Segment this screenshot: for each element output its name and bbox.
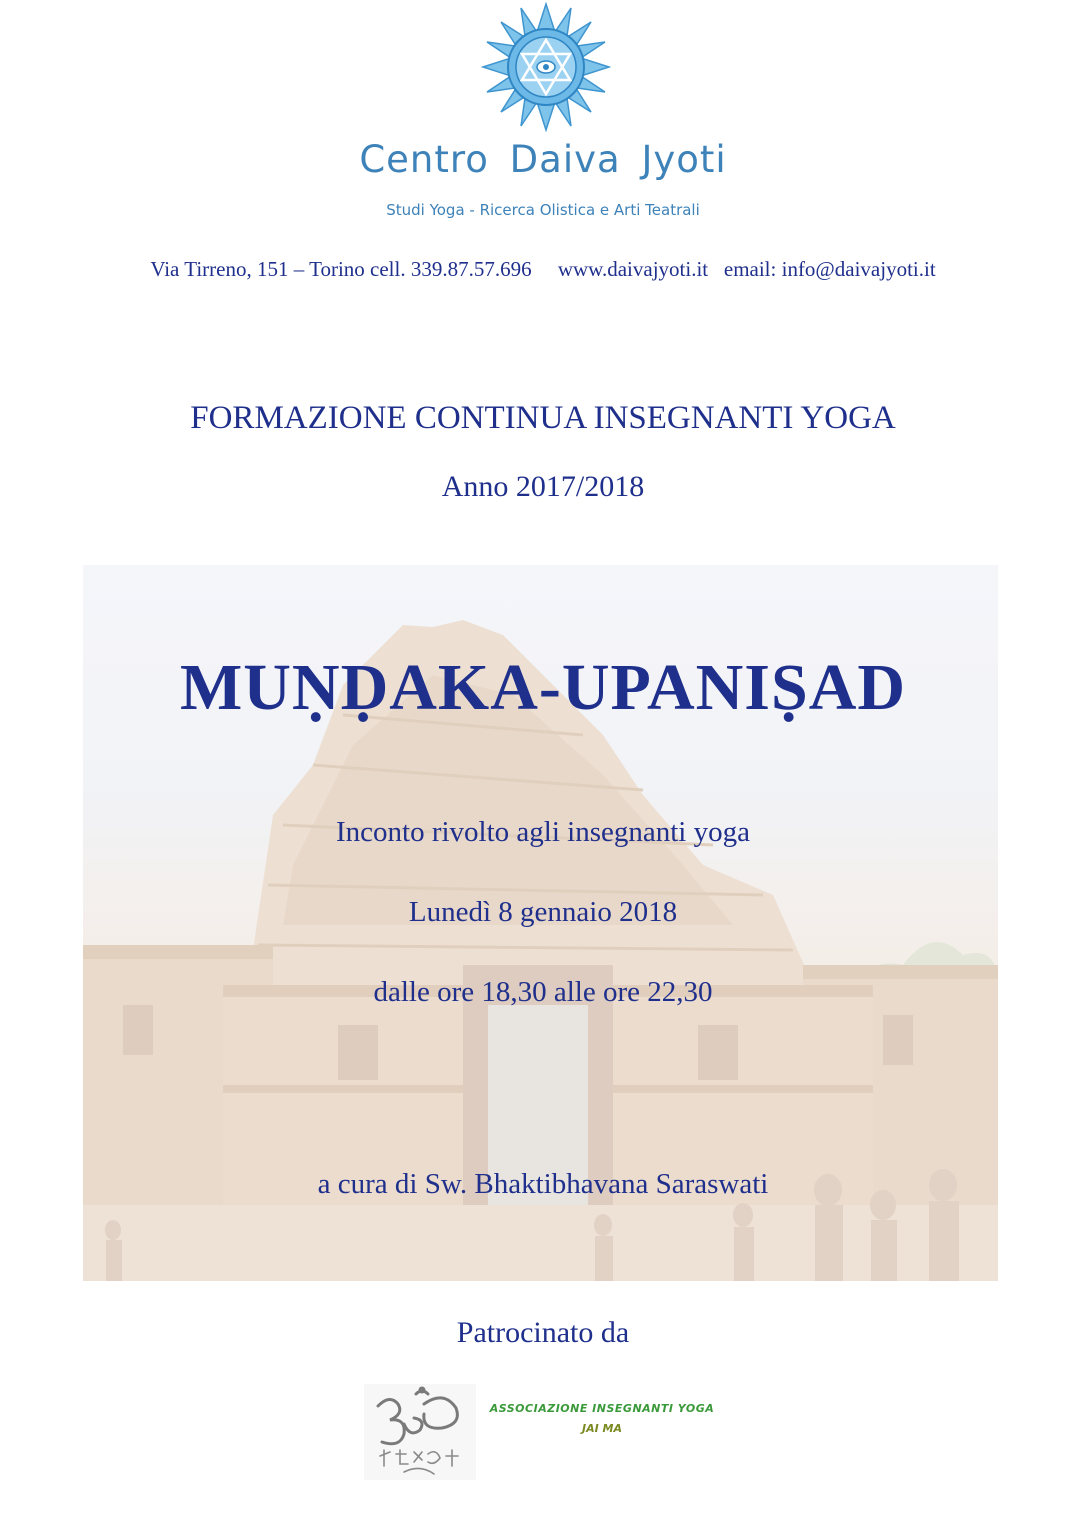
curator-line: a cura di Sw. Bhaktibhavana Saraswati: [317, 1168, 769, 1200]
course-title: FORMAZIONE CONTINUA INSEGNANTI YOGA: [190, 400, 896, 436]
sponsor-heading: Patrocinato da: [456, 1316, 630, 1349]
sponsor-subname: JAI MA: [582, 1422, 622, 1435]
event-time: dalle ore 18,30 alle ore 22,30: [373, 976, 713, 1008]
sponsor-name: ASSOCIAZIONE INSEGNANTI YOGA: [489, 1402, 715, 1415]
contact-info: Via Tirreno, 151 – Torino cell. 339.87.57.696 www.daivajyoti.it email: info@daivajyoti.it: [150, 257, 936, 281]
lotus-star-of-david-icon: [481, 2, 611, 132]
organization-tagline: Studi Yoga - Ricerca Olistica e Arti Teatrali: [386, 201, 700, 219]
organization-name: Centro Daiva Jyoti: [359, 138, 727, 181]
om-icon: [364, 1384, 476, 1480]
course-year: Anno 2017/2018: [441, 470, 645, 503]
event-date: Lunedì 8 gennaio 2018: [408, 896, 678, 928]
audience-line: Inconto rivolto agli insegnanti yoga: [336, 816, 750, 848]
lecture-title: MUṆḌAKA-UPANIṢAD: [179, 651, 907, 724]
